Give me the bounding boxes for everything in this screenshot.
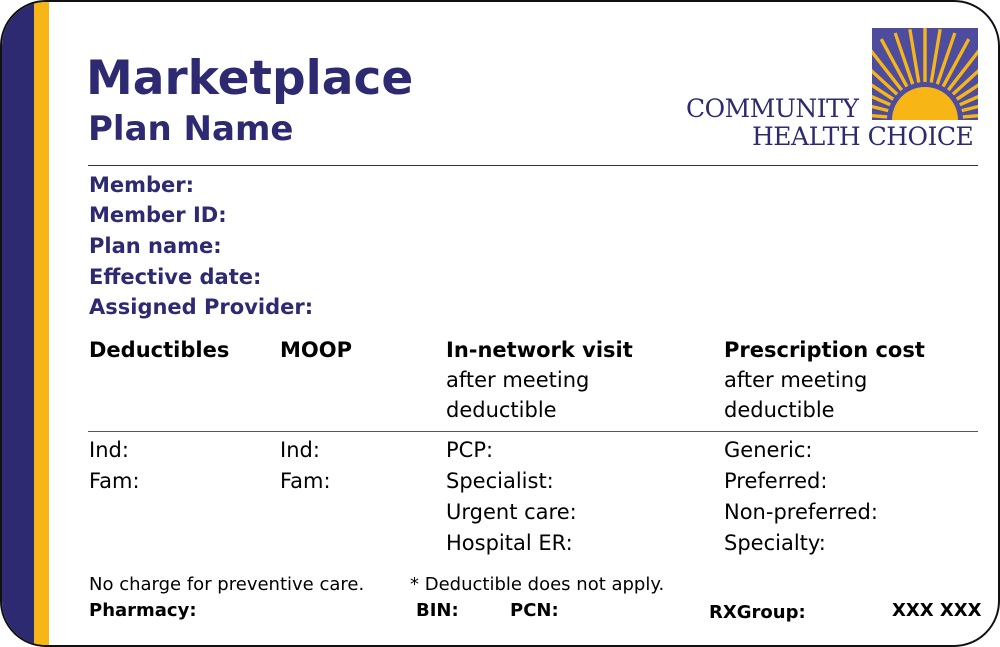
moop-fam: Fam: <box>280 469 331 493</box>
assigned-provider-label: Assigned Provider: <box>89 295 314 319</box>
moop-ind: Ind: <box>280 438 320 462</box>
non-preferred-label: Non-preferred: <box>724 500 878 524</box>
deductible-fam: Fam: <box>89 469 140 493</box>
logo-text-line1: COMMUNITY <box>686 94 859 123</box>
pcn-label: PCN: <box>510 600 559 621</box>
plan-name-label: Plan name: <box>89 234 222 258</box>
deductible-ind: Ind: <box>89 438 129 462</box>
preferred-label: Preferred: <box>724 469 828 493</box>
generic-label: Generic: <box>724 438 813 462</box>
prescription-cost-header: Prescription cost <box>724 338 925 362</box>
sunburst-icon <box>872 28 978 120</box>
rxgroup-label: RXGroup: <box>709 602 806 623</box>
moop-header: MOOP <box>280 338 352 362</box>
specialty-label: Specialty: <box>724 531 826 555</box>
logo-text-line2: HEALTH CHOICE <box>752 122 974 151</box>
urgent-care-label: Urgent care: <box>446 500 577 524</box>
rxgroup-code: XXX XXX <box>892 600 982 621</box>
preventive-care-note: No charge for preventive care. <box>89 574 365 595</box>
header-divider <box>88 165 978 166</box>
gold-stripe <box>34 2 49 645</box>
community-health-choice-logo <box>678 26 982 150</box>
specialist-label: Specialist: <box>446 469 554 493</box>
bin-label: BIN: <box>416 600 459 621</box>
deductible-note: * Deductible does not apply. <box>410 574 665 595</box>
card-title: Marketplace <box>86 51 414 106</box>
member-id-label: Member ID: <box>89 203 227 227</box>
hospital-er-label: Hospital ER: <box>446 531 573 555</box>
in-network-visit-header: In-network visit <box>446 338 633 362</box>
effective-date-label: Effective date: <box>89 265 262 289</box>
sun-ray <box>923 28 926 82</box>
prescription-sub-1: after meeting <box>724 368 868 392</box>
member-label: Member: <box>89 173 195 197</box>
table-divider <box>88 431 978 432</box>
purple-stripe <box>2 2 34 645</box>
in-network-sub-2: deductible <box>446 398 557 422</box>
pharmacy-label: Pharmacy: <box>89 600 197 621</box>
plan-name-heading: Plan Name <box>88 109 294 149</box>
deductibles-header: Deductibles <box>89 338 230 362</box>
pcp-label: PCP: <box>446 438 494 462</box>
prescription-sub-2: deductible <box>724 398 835 422</box>
in-network-sub-1: after meeting <box>446 368 590 392</box>
